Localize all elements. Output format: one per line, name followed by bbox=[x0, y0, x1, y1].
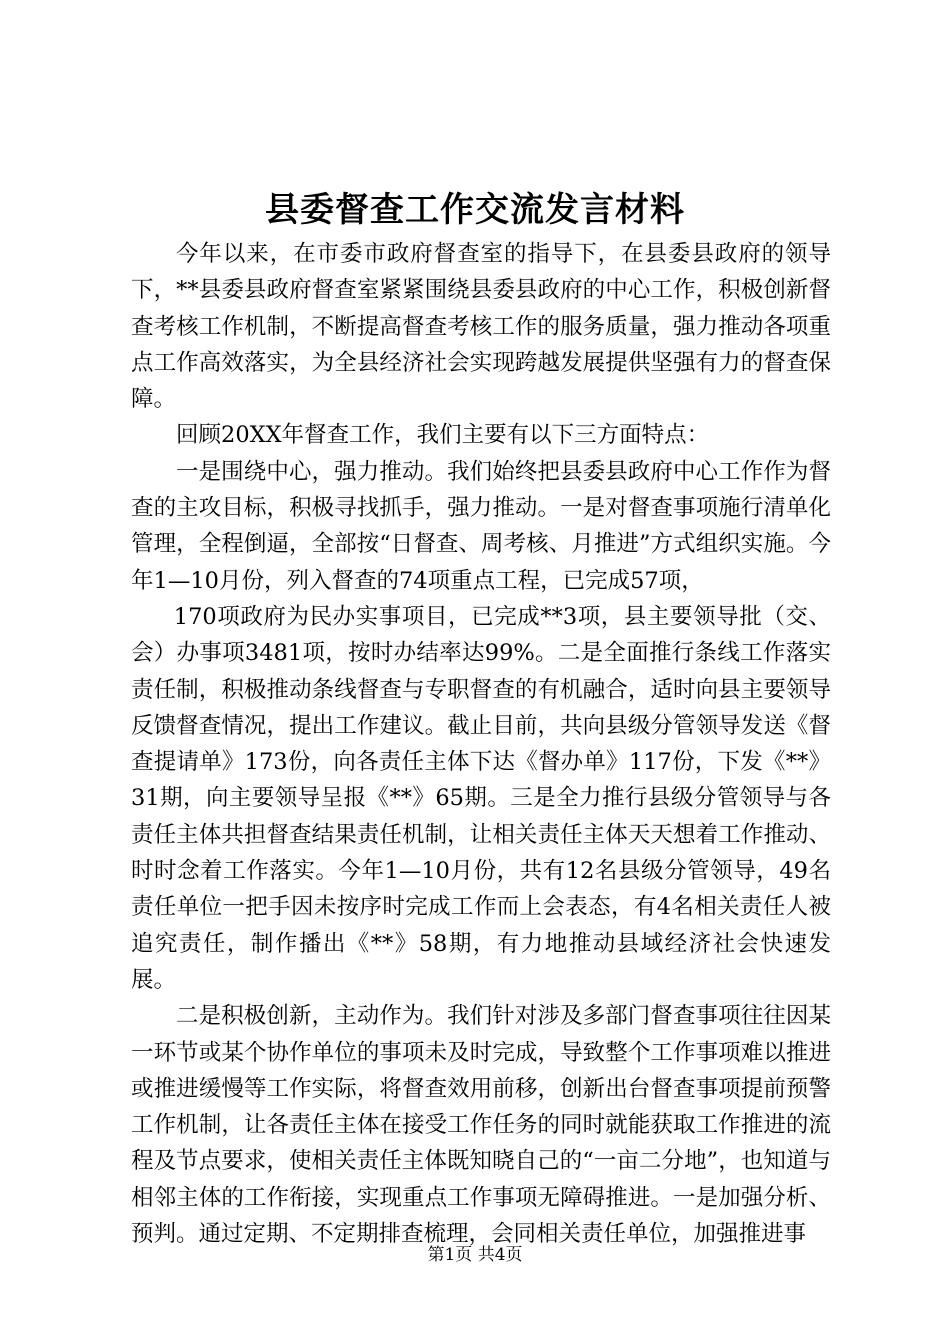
paragraph-intro: 今年以来，在市委市政府督查室的指导下，在县委县政府的领导下，**县委县政府督查室紧紧围绕县委县政府的中心工作，积极创新督查考核工作机制，不断提高督查考核工作的服务质量，强力推动各项重点工作高效落实，为全县经济社会实现跨越发展提供坚强有力的督查保障。 bbox=[131, 241, 831, 413]
page-footer: 第1页 共4页 bbox=[427, 1245, 523, 1265]
document-title: 县委督查工作交流发言材料 bbox=[265, 190, 685, 230]
document-body bbox=[131, 236, 831, 1252]
paragraph-point-one: 一是围绕中心，强力推动。我们始终把县委县政府中心工作作为督查的主攻目标，积极寻找抓手，强力推动。一是对督查事项施行清单化管理，全程倒逼，全部按“日督查、周考核、月推进”方式组织实施。今年1—10月份，列入督查的74项重点工程，已完成57项， bbox=[131, 458, 831, 594]
paragraph-review: 回顾20XX年督查工作，我们主要有以下三方面特点： bbox=[176, 422, 710, 449]
paragraph-point-one-continued: 170项政府为民办实事项目，已完成**3项，县主要领导批（交、会）办事项3481项，按时办结率达99%。二是全面推行条线工作落实责任制，积极推动条线督查与专职督查的有机融合，适时向县主要领导反馈督查情况，提出工作建议。截止目前，共向县级分管领导发送《督查提请单》173份，向各责任主体下达《督办单》117份，下发《**》31期，向主要领导呈报《**》65期。三是全力推行县级分管领导与各责任主体共担督查结果责任机制，让相关责任主体天天想着工作推动、时时念着工作落实。今年1—10月份，共有12名县级分管领导，49名责任单位一把手因未按序时完成工作而上会表态，有4名相关责任人被追究责任，制作播出《**》58期，有力地推动县域经济社会快速发展。 bbox=[131, 603, 831, 993]
paragraph-point-two: 二是积极创新，主动作为。我们针对涉及多部门督查事项往往因某一环节或某个协作单位的事项未及时完成，导致整个工作事项难以推进或推进缓慢等工作实际，将督查效用前移，创新出台督查事项提前预警工作机制，让各责任主体在接受工作任务的同时就能获取工作推进的流程及节点要求，使相关责任主体既知晓自己的“一亩二分地”，也知道与相邻主体的工作衔接，实现重点工作事项无障碍推进。一是加强分析、预判。通过定期、不定期排查梳理，会同相关责任单位，加强推进事 bbox=[131, 1003, 831, 1248]
